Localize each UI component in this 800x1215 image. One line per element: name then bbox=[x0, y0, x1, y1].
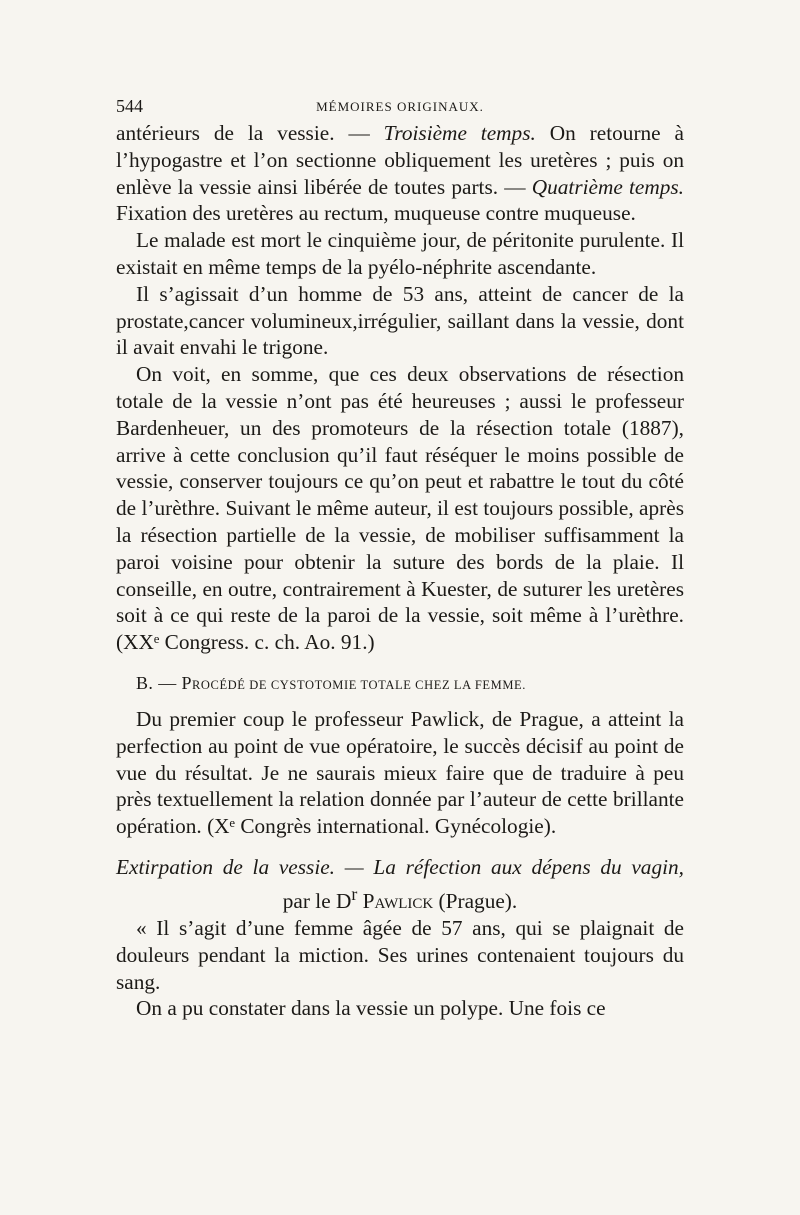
paragraph-1-text-c: Fixation des uretères au rectum, muqueuse contre muqueuse. bbox=[116, 201, 636, 226]
paragraph-7: On a pu constater dans la vessie un polype. Une fois ce bbox=[136, 996, 606, 1021]
byline-suffix: (Prague). bbox=[433, 889, 518, 914]
subheading bbox=[116, 854, 684, 915]
third-step-italic: Troisième temps. bbox=[383, 121, 536, 145]
running-head bbox=[116, 96, 684, 120]
paragraph-1-text-a: antérieurs de la vessie. — bbox=[116, 121, 384, 145]
byline-superscript: r bbox=[351, 883, 358, 904]
paragraph-1-text-b: On retourne à l’hypogastre et l’on sectionne obliquement les uretères ; puis on enlève la vessie ainsi libérée de toutes parts. — bbox=[116, 121, 684, 199]
page-number: 544 bbox=[116, 96, 143, 116]
paragraph-2: Le malade est mort le cinquième jour, de péritonite purulente. Il existait en même temps de la pyélo-néphrite ascendante. bbox=[116, 228, 684, 279]
paragraph-1 bbox=[116, 120, 684, 227]
section-title-rest: DE CYSTOTOMIE TOTALE CHEZ LA FEMME. bbox=[245, 677, 526, 692]
section-heading bbox=[116, 670, 684, 698]
byline-author: Pawlick bbox=[357, 889, 434, 914]
paragraph-4: On voit, en somme, que ces deux observations de résection totale de la vessie n’ont pas été heureuses ; aussi le professeur Bardenheuer, un des promoteurs de la résection totale (1887), arrive à cette conclusion qu’il faut réséquer le moins possible de vessie, conserver toujours ce qu’on peut et rabattre le tout du côté de l’urèthre. Suivant le même auteur, il est toujours possible, après la résection partielle de la vessie, de mobiliser suffisamment la paroi voisine pour obtenir la suture des bords de la plaie. Il conseille, en outre, contrairement à Kuester, de suturer les uretères soit à ce qui reste de la paroi de la vessie, soit même à l’urèthre. (XXᵉ Congress. c. ch. Ao. 91.) bbox=[116, 362, 684, 655]
paragraph-3: Il s’agissait d’un homme de 53 ans, atteint de cancer de la prostate,cancer volumineux,irrégulier, saillant dans la vessie, dont il avait envahi le trigone. bbox=[116, 281, 684, 360]
paragraph-6: « Il s’agit d’une femme âgée de 57 ans, qui se plaignait de douleurs pendant la miction. Ses urines contenaient toujours du sang. bbox=[116, 916, 684, 994]
byline-prefix: par le D bbox=[282, 889, 352, 914]
section-title-word1-rest: ROCÉDÉ bbox=[191, 677, 246, 692]
section-title-initial: P bbox=[181, 672, 192, 693]
paragraph-5: Du premier coup le professeur Pawlick, de Prague, a atteint la perfection au point de vue opératoire, le succès décisif au point de vue du résultat. Je ne saurais mieux faire que de traduire à peu près textuellement la relation donnée par l’auteur de cette brillante opération. (Xᵉ Congrès international. Gynécologie). bbox=[116, 706, 684, 839]
subheading-byline bbox=[282, 883, 518, 914]
book-page bbox=[116, 96, 684, 1022]
header-title: MÉMOIRES ORIGINAUX. bbox=[316, 99, 484, 114]
fourth-step-italic: Quatrième temps. bbox=[531, 174, 684, 199]
section-label: B. — bbox=[136, 672, 182, 693]
subheading-title: Extirpation de la vessie. — La réfection aux dépens du vagin, bbox=[116, 854, 684, 879]
